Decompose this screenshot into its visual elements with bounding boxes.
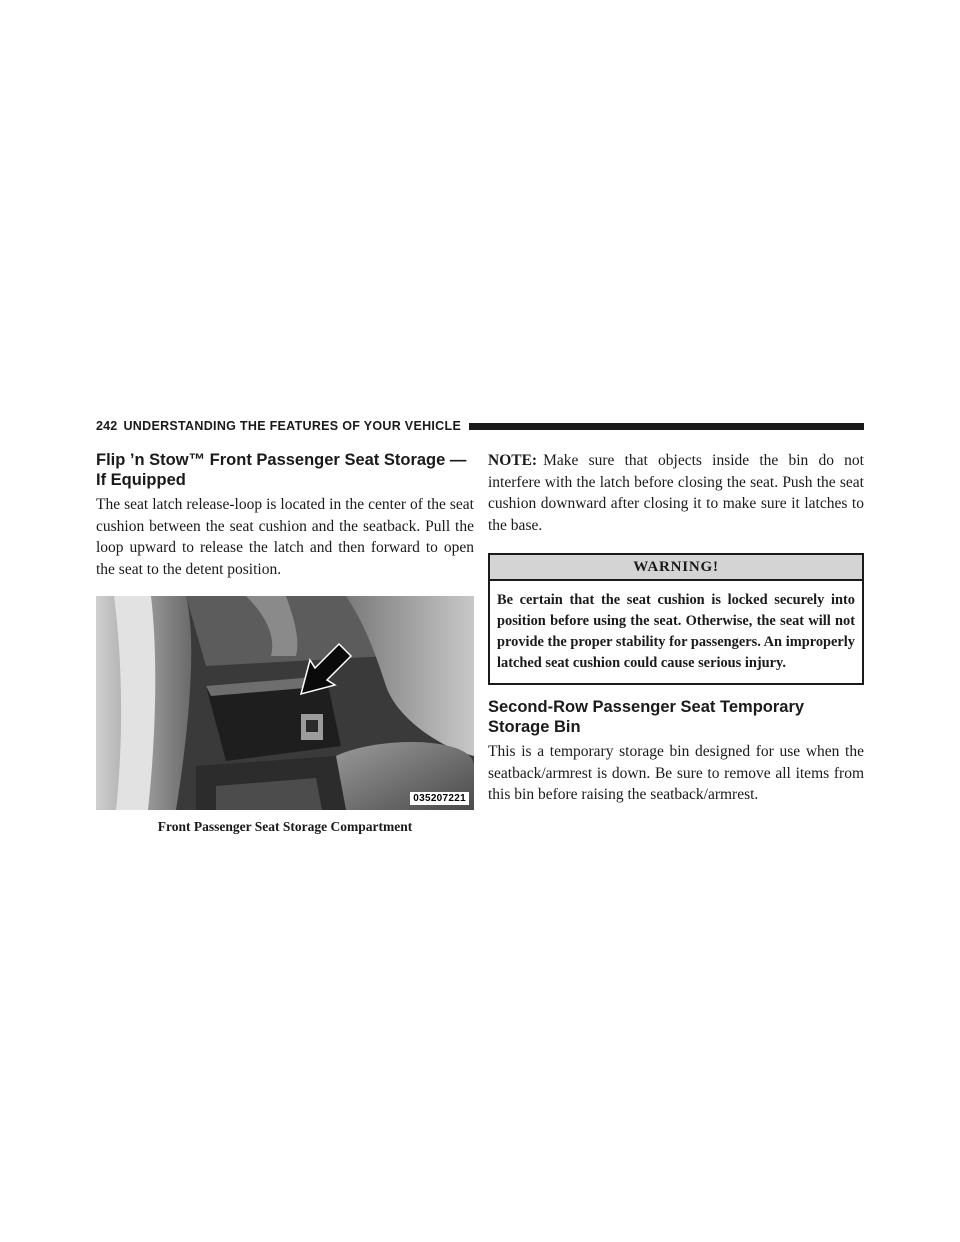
warning-title: WARNING! xyxy=(490,555,862,581)
seat-storage-photo xyxy=(96,596,474,810)
warning-box xyxy=(488,553,864,685)
section-title: UNDERSTANDING THE FEATURES OF YOUR VEHICLE xyxy=(123,419,462,433)
seat-storage-illustration xyxy=(96,596,474,810)
left-column xyxy=(96,450,474,835)
running-header xyxy=(96,418,864,434)
note-paragraph xyxy=(488,450,864,536)
note-label: NOTE: xyxy=(488,452,538,469)
page-number: 242 xyxy=(96,419,118,433)
figure-code: 035207221 xyxy=(410,792,469,805)
figure-caption: Front Passenger Seat Storage Compartment xyxy=(157,819,413,834)
flip-n-stow-paragraph: The seat latch release-loop is located in the center of the seat cushion between the seat cushion and the seatback. Pull the loop upward to release the latch and then forward to open the seat to the detent position. xyxy=(96,496,474,578)
header-rule xyxy=(469,423,864,430)
warning-text: Be certain that the seat cushion is locked securely into position before using the seat. Otherwise, the seat will not provide the proper stability for passengers. An improperly latched seat cushion could cause serious injury. xyxy=(497,592,855,671)
section-heading-second-row-bin: Second-Row Passenger Seat Temporary Storage Bin xyxy=(488,698,805,736)
note-text: Make sure that objects inside the bin do not interfere with the latch before closing the seat. Push the seat cushion downward after closing it to make sure it latches to the base. xyxy=(488,452,864,534)
second-row-bin-paragraph: This is a temporary storage bin designed for use when the seatback/armrest is down. Be sure to remove all items from this bin before raising the seatback/armrest. xyxy=(488,743,864,803)
section-heading-flip-n-stow: Flip ’n Stow™ Front Passenger Seat Storage — If Equipped xyxy=(96,451,467,489)
right-column xyxy=(488,450,864,806)
